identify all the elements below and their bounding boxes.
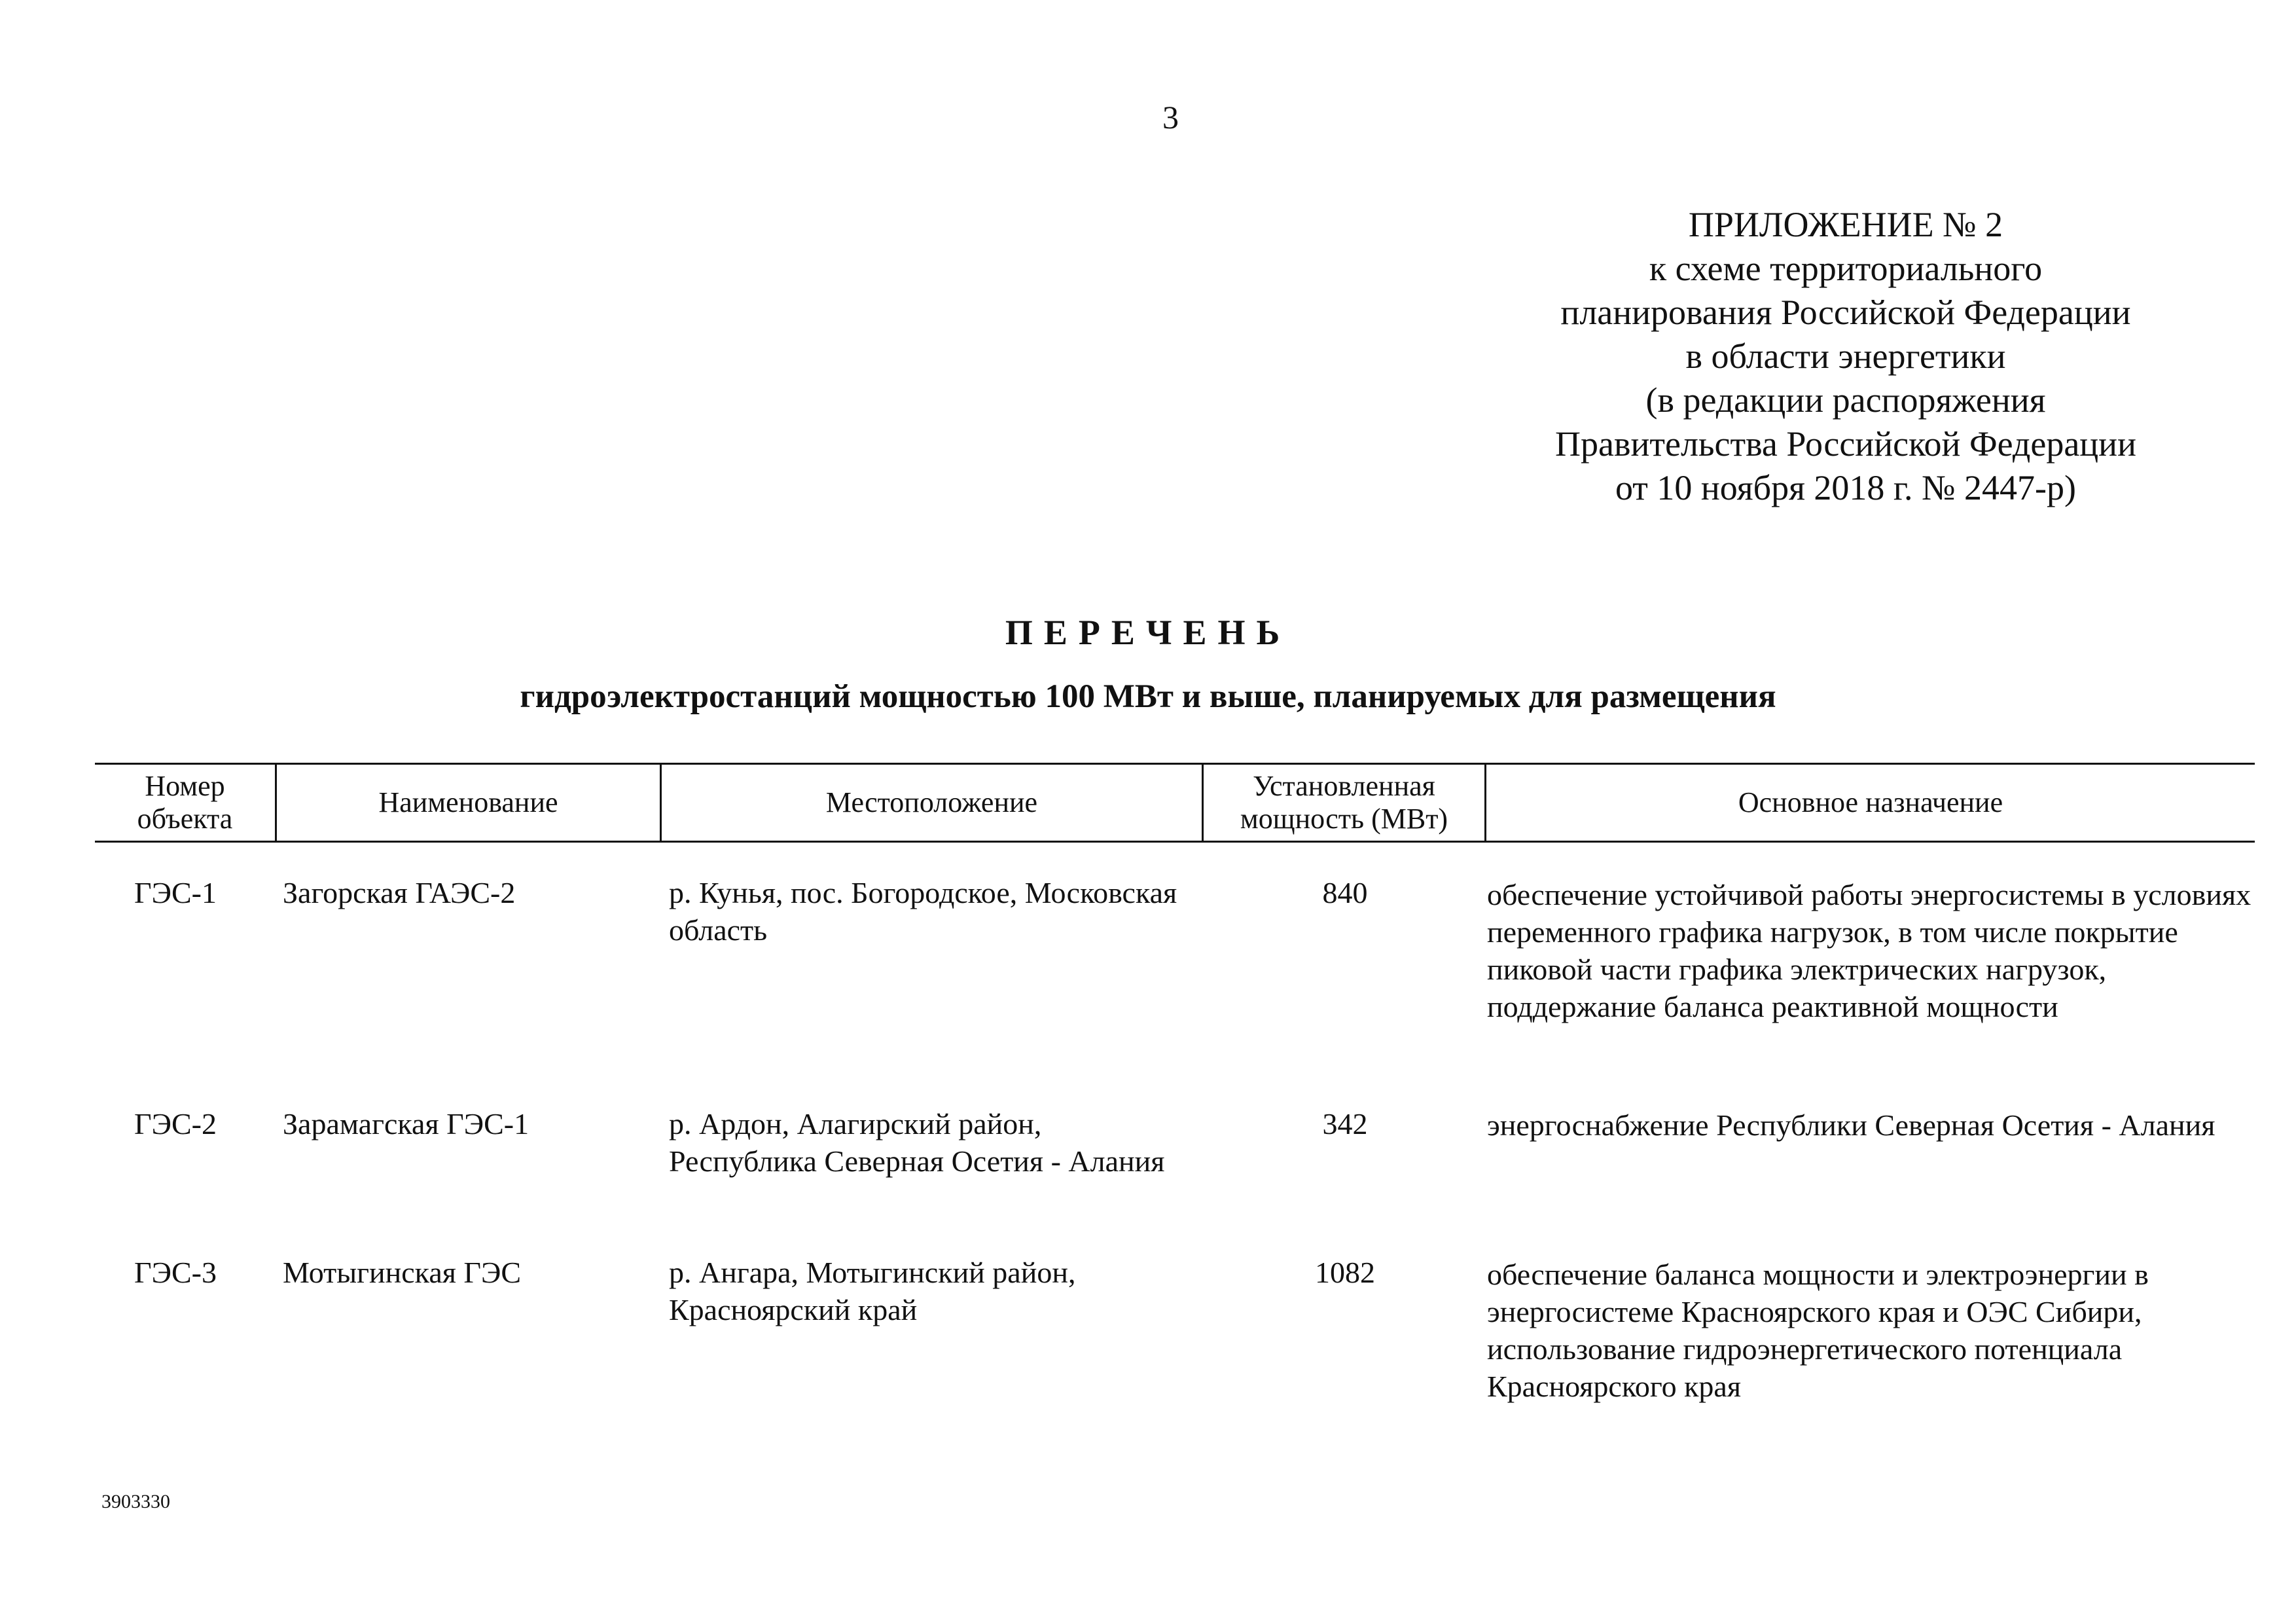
row-code: ГЭС-3 [134, 1256, 217, 1289]
header-purpose: Основное назначение [1738, 786, 2003, 818]
row-purpose: обеспечение устойчивой работы энергосистемы в условиях переменного графика нагрузок, в том числе покрытие пиковой части графика электрических нагрузок, поддержание баланса реактивной мощности [1487, 878, 2251, 1023]
row-name: Зарамагская ГЭС-1 [283, 1107, 529, 1140]
row-capacity: 1082 [1315, 1256, 1375, 1289]
row-capacity: 342 [1322, 1107, 1368, 1140]
appendix-line: в области энергетики [1685, 337, 2006, 376]
appendix-line: от 10 ноября 2018 г. № 2447-р) [1615, 468, 2076, 507]
appendix-line: Правительства Российской Федерации [1555, 424, 2136, 464]
document-subtitle: гидроэлектростанций мощностью 100 МВт и выше, планируемых для размещения [520, 678, 1776, 715]
header-name: Наименование [378, 786, 558, 818]
header-location: Местоположение [825, 786, 1038, 818]
row-location: р. Ардон, Алагирский район, Республика Северная Осетия - Алания [669, 1107, 1165, 1178]
row-purpose: обеспечение баланса мощности и электроэнергии в энергосистеме Красноярского края и ОЭС Сибири, использование гидроэнергетического потенциала Красноярского края [1487, 1258, 2149, 1403]
document-number: 3903330 [101, 1491, 170, 1512]
appendix-line: к схеме территориального [1649, 249, 2043, 288]
row-purpose: энергоснабжение Республики Северная Осетия - Алания [1487, 1108, 2215, 1142]
row-name: Мотыгинская ГЭС [283, 1256, 522, 1289]
row-code: ГЭС-1 [134, 876, 217, 909]
row-name: Загорская ГАЭС-2 [283, 876, 516, 909]
row-code: ГЭС-2 [134, 1107, 217, 1140]
appendix-block [1460, 203, 2232, 510]
row-location: р. Ангара, Мотыгинский район, Красноярский край [669, 1256, 1076, 1326]
row-location: р. Кунья, пос. Богородское, Московская область [669, 876, 1177, 947]
appendix-line: (в редакции распоряжения [1645, 380, 2046, 420]
header-code: Номер объекта [137, 769, 233, 835]
appendix-line: ПРИЛОЖЕНИЕ № 2 [1688, 205, 2003, 244]
appendix-line: планирования Российской Федерации [1560, 293, 2131, 332]
header-capacity: Установленная мощность (МВт) [1240, 769, 1448, 835]
page-number: 3 [1162, 99, 1179, 136]
document-title: ПЕРЕЧЕНЬ [1005, 613, 1291, 652]
row-capacity: 840 [1322, 876, 1368, 909]
